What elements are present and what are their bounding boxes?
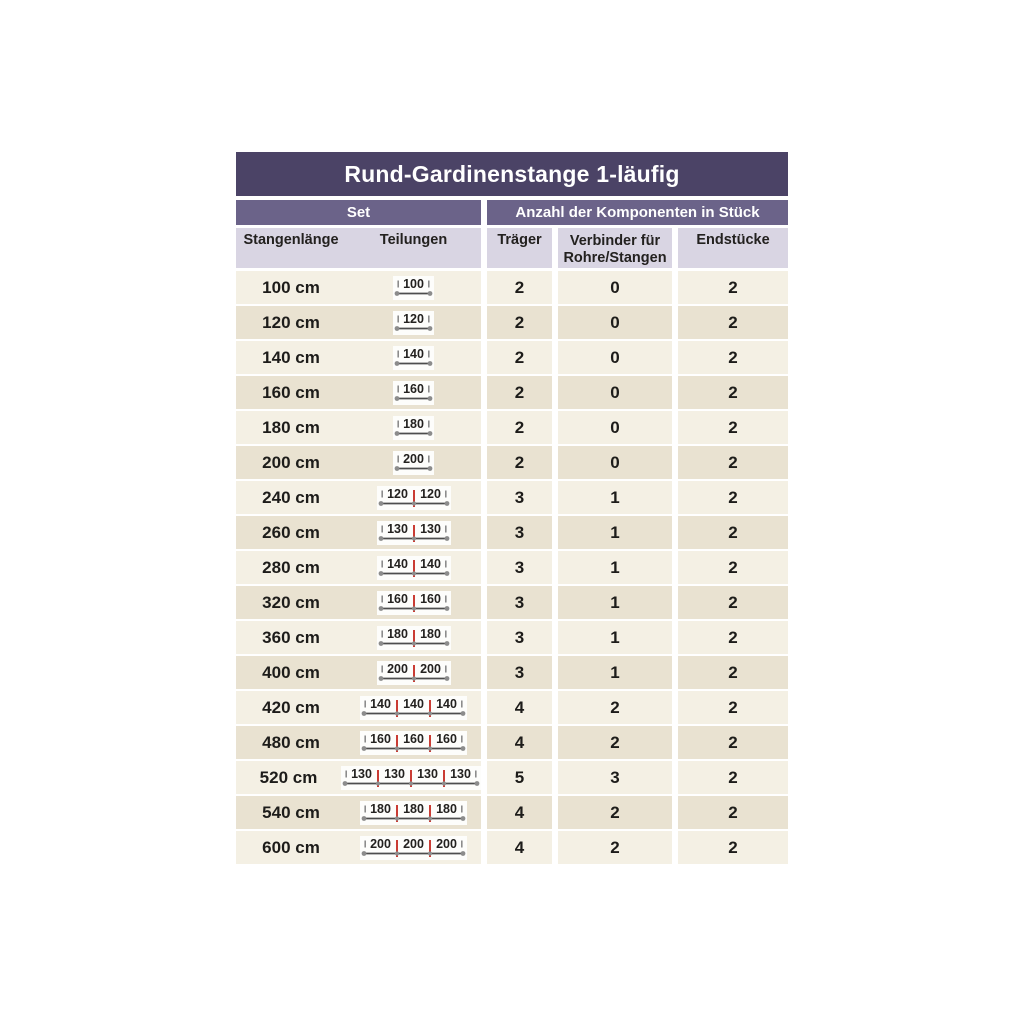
curtain-rod-table <box>236 152 788 866</box>
dimension-diagram-icon <box>360 801 467 825</box>
rod-length-value: 520 cm <box>259 767 318 787</box>
svg-text:200: 200 <box>436 836 457 851</box>
svg-text:180: 180 <box>436 801 457 816</box>
table-row <box>236 726 788 759</box>
set-cell <box>236 376 481 409</box>
divisions-diagram <box>346 591 481 615</box>
brackets-count: 3 <box>487 551 552 584</box>
rod-length-value: 140 cm <box>262 347 320 367</box>
brackets-count: 4 <box>487 831 552 864</box>
table-body <box>236 271 788 864</box>
connectors-count: 0 <box>558 306 672 339</box>
endpieces-count: 2 <box>678 516 788 549</box>
connectors-count: 1 <box>558 586 672 619</box>
brackets-count: 2 <box>487 306 552 339</box>
brackets-count: 3 <box>487 481 552 514</box>
svg-text:140: 140 <box>436 696 457 711</box>
endpieces-count: 2 <box>678 796 788 829</box>
svg-text:100: 100 <box>403 276 424 291</box>
rod-length-value: 320 cm <box>262 592 320 612</box>
brackets-count: 5 <box>487 761 552 794</box>
rod-length-value: 260 cm <box>262 522 320 542</box>
brackets-count: 2 <box>487 411 552 444</box>
set-cell <box>236 551 481 584</box>
divisions-diagram <box>346 416 481 440</box>
table-row <box>236 376 788 409</box>
table-row <box>236 411 788 444</box>
svg-text:180: 180 <box>370 801 391 816</box>
rod-length-value: 120 cm <box>262 312 320 332</box>
divisions-diagram <box>346 731 481 755</box>
svg-text:200: 200 <box>403 451 424 466</box>
rod-length-value: 480 cm <box>262 732 320 752</box>
endpieces-count: 2 <box>678 656 788 689</box>
rod-length-value: 280 cm <box>262 557 320 577</box>
table-row <box>236 691 788 724</box>
set-cell <box>236 831 481 864</box>
svg-text:180: 180 <box>403 416 424 431</box>
connectors-count: 2 <box>558 691 672 724</box>
svg-text:130: 130 <box>384 766 405 781</box>
endpieces-count: 2 <box>678 761 788 794</box>
dimension-diagram-icon <box>377 591 451 615</box>
dimension-diagram-icon <box>377 661 451 685</box>
brackets-count: 2 <box>487 376 552 409</box>
svg-text:200: 200 <box>386 661 408 676</box>
connectors-count: 1 <box>558 516 672 549</box>
endpieces-count: 2 <box>678 621 788 654</box>
svg-text:130: 130 <box>386 521 408 536</box>
svg-text:120: 120 <box>403 311 424 326</box>
table-row <box>236 761 788 794</box>
svg-text:130: 130 <box>417 766 438 781</box>
svg-text:140: 140 <box>403 346 424 361</box>
table-row <box>236 446 788 479</box>
endpieces-count: 2 <box>678 726 788 759</box>
connectors-count: 1 <box>558 656 672 689</box>
brackets-count: 3 <box>487 586 552 619</box>
column-header-divisions: Teilungen <box>379 232 448 248</box>
table-row <box>236 341 788 374</box>
column-header-length: Stangenlänge <box>243 232 339 248</box>
svg-text:140: 140 <box>386 556 408 571</box>
connectors-count: 1 <box>558 621 672 654</box>
rod-length-value: 180 cm <box>262 417 320 437</box>
dimension-diagram-icon <box>393 346 434 370</box>
divisions-diagram <box>346 626 481 650</box>
table-title: Rund-Gardinenstange 1-läufig <box>236 152 788 196</box>
set-cell <box>236 726 481 759</box>
connectors-count: 0 <box>558 411 672 444</box>
table-row <box>236 586 788 619</box>
table-row <box>236 271 788 304</box>
endpieces-count: 2 <box>678 271 788 304</box>
svg-text:180: 180 <box>419 626 441 641</box>
set-cell <box>236 481 481 514</box>
endpieces-count: 2 <box>678 446 788 479</box>
endpieces-count: 2 <box>678 551 788 584</box>
set-cell <box>236 691 481 724</box>
endpieces-count: 2 <box>678 691 788 724</box>
dimension-diagram-icon <box>393 416 434 440</box>
brackets-count: 2 <box>487 271 552 304</box>
svg-text:160: 160 <box>403 731 424 746</box>
table-row <box>236 656 788 689</box>
table-row <box>236 551 788 584</box>
column-header-row <box>236 228 788 268</box>
dimension-diagram-icon <box>393 451 434 475</box>
divisions-diagram <box>346 696 481 720</box>
divisions-diagram <box>346 451 481 475</box>
connectors-count: 0 <box>558 341 672 374</box>
column-header-connectors-line2: Rohre/Stangen <box>563 250 667 266</box>
table-row <box>236 621 788 654</box>
table-row <box>236 516 788 549</box>
svg-text:140: 140 <box>419 556 441 571</box>
connectors-count: 2 <box>558 726 672 759</box>
dimension-diagram-icon <box>377 626 451 650</box>
set-cell <box>236 306 481 339</box>
rod-length-value: 600 cm <box>262 837 320 857</box>
column-header-endpieces: Endstücke <box>678 228 788 268</box>
column-header-connectors-line1: Verbinder für <box>569 233 661 249</box>
table-row <box>236 481 788 514</box>
endpieces-count: 2 <box>678 586 788 619</box>
dimension-diagram-icon <box>377 556 451 580</box>
svg-text:160: 160 <box>419 591 441 606</box>
rod-length-value: 100 cm <box>262 277 320 297</box>
brackets-count: 3 <box>487 656 552 689</box>
svg-text:130: 130 <box>450 766 471 781</box>
rod-length-value: 400 cm <box>262 662 320 682</box>
endpieces-count: 2 <box>678 376 788 409</box>
dimension-diagram-icon <box>360 696 467 720</box>
divisions-diagram <box>346 521 481 545</box>
endpieces-count: 2 <box>678 831 788 864</box>
svg-text:130: 130 <box>351 766 372 781</box>
column-header-connectors <box>558 228 672 268</box>
divisions-diagram <box>346 311 481 335</box>
svg-text:140: 140 <box>403 696 424 711</box>
group-header-set: Set <box>236 200 481 225</box>
divisions-diagram <box>346 801 481 825</box>
set-cell <box>236 656 481 689</box>
endpieces-count: 2 <box>678 341 788 374</box>
rod-length-value: 540 cm <box>262 802 320 822</box>
connectors-count: 0 <box>558 446 672 479</box>
svg-text:140: 140 <box>370 696 391 711</box>
dimension-diagram-icon <box>377 486 451 510</box>
divisions-diagram <box>346 381 481 405</box>
svg-text:130: 130 <box>419 521 441 536</box>
set-cell <box>236 761 481 794</box>
divisions-diagram <box>346 661 481 685</box>
table-row <box>236 796 788 829</box>
brackets-count: 4 <box>487 691 552 724</box>
dimension-diagram-icon <box>393 276 434 300</box>
set-cell <box>236 446 481 479</box>
divisions-diagram <box>346 556 481 580</box>
set-cell <box>236 621 481 654</box>
dimension-diagram-icon <box>393 381 434 405</box>
column-header-set-group <box>236 228 481 268</box>
connectors-count: 0 <box>558 271 672 304</box>
brackets-count: 3 <box>487 621 552 654</box>
group-header-row <box>236 200 788 225</box>
connectors-count: 2 <box>558 831 672 864</box>
rod-length-value: 200 cm <box>262 452 320 472</box>
brackets-count: 2 <box>487 341 552 374</box>
rod-length-value: 360 cm <box>262 627 320 647</box>
endpieces-count: 2 <box>678 481 788 514</box>
set-cell <box>236 586 481 619</box>
divisions-diagram <box>346 276 481 300</box>
connectors-count: 2 <box>558 796 672 829</box>
svg-text:120: 120 <box>386 486 408 501</box>
svg-text:200: 200 <box>419 661 441 676</box>
svg-text:180: 180 <box>386 626 408 641</box>
brackets-count: 4 <box>487 796 552 829</box>
svg-text:160: 160 <box>370 731 391 746</box>
svg-text:200: 200 <box>370 836 391 851</box>
brackets-count: 3 <box>487 516 552 549</box>
dimension-diagram-icon <box>393 311 434 335</box>
divisions-diagram <box>341 766 481 790</box>
svg-text:160: 160 <box>386 591 408 606</box>
dimension-diagram-icon <box>341 766 481 790</box>
svg-text:120: 120 <box>419 486 441 501</box>
set-cell <box>236 796 481 829</box>
connectors-count: 3 <box>558 761 672 794</box>
svg-text:180: 180 <box>403 801 424 816</box>
column-header-brackets: Träger <box>487 228 552 268</box>
connectors-count: 0 <box>558 376 672 409</box>
set-cell <box>236 341 481 374</box>
dimension-diagram-icon <box>377 521 451 545</box>
endpieces-count: 2 <box>678 411 788 444</box>
dimension-diagram-icon <box>360 731 467 755</box>
rod-length-value: 420 cm <box>262 697 320 717</box>
brackets-count: 4 <box>487 726 552 759</box>
svg-text:160: 160 <box>403 381 424 396</box>
rod-length-value: 240 cm <box>262 487 320 507</box>
svg-text:160: 160 <box>436 731 457 746</box>
divisions-diagram <box>346 486 481 510</box>
dimension-diagram-icon <box>360 836 467 860</box>
rod-length-value: 160 cm <box>262 382 320 402</box>
set-cell <box>236 516 481 549</box>
endpieces-count: 2 <box>678 306 788 339</box>
connectors-count: 1 <box>558 551 672 584</box>
set-cell <box>236 271 481 304</box>
set-cell <box>236 411 481 444</box>
group-header-components: Anzahl der Komponenten in Stück <box>487 200 788 225</box>
table-row <box>236 831 788 864</box>
table-row <box>236 306 788 339</box>
divisions-diagram <box>346 836 481 860</box>
svg-text:200: 200 <box>403 836 424 851</box>
connectors-count: 1 <box>558 481 672 514</box>
brackets-count: 2 <box>487 446 552 479</box>
divisions-diagram <box>346 346 481 370</box>
